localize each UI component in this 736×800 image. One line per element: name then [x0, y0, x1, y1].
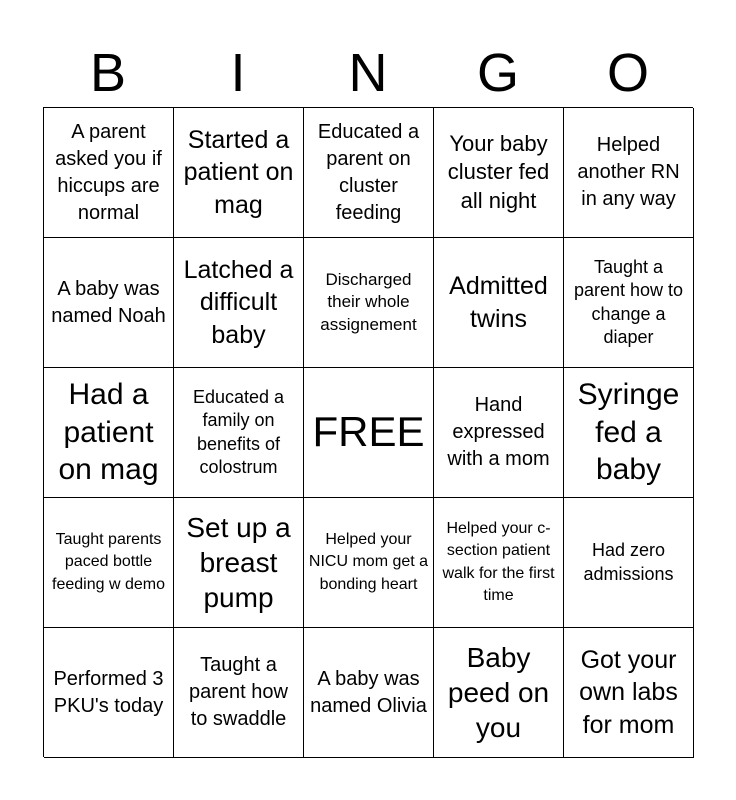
bingo-cell-3-4[interactable]: Hand expressed with a mom: [434, 368, 564, 498]
bingo-cell-5-5[interactable]: Got your own labs for mom: [564, 628, 694, 758]
header-letter-g: G: [476, 43, 519, 103]
bingo-cell-4-5[interactable]: Had zero admissions: [564, 498, 694, 628]
header-letter-o: O: [606, 43, 649, 103]
bingo-cell-1-3[interactable]: Educated a parent on cluster feeding: [304, 108, 434, 238]
bingo-cell-2-4[interactable]: Admitted twins: [434, 238, 564, 368]
bingo-cell-2-1[interactable]: A baby was named Noah: [44, 238, 174, 368]
bingo-cell-4-2[interactable]: Set up a breast pump: [174, 498, 304, 628]
bingo-header: [43, 38, 693, 108]
bingo-cell-1-1[interactable]: A parent asked you if hiccups are normal: [44, 108, 174, 238]
bingo-cell-1-4[interactable]: Your baby cluster fed all night: [434, 108, 564, 238]
bingo-cell-4-3[interactable]: Helped your NICU mom get a bonding heart: [304, 498, 434, 628]
header-letter-n: N: [348, 43, 388, 103]
bingo-cell-5-2[interactable]: Taught a parent how to swaddle: [174, 628, 304, 758]
bingo-cell-1-5[interactable]: Helped another RN in any way: [564, 108, 694, 238]
bingo-cell-4-4[interactable]: Helped your c-section patient walk for the first time: [434, 498, 564, 628]
bingo-cell-5-4[interactable]: Baby peed on you: [434, 628, 564, 758]
bingo-cell-4-1[interactable]: Taught parents paced bottle feeding w demo: [44, 498, 174, 628]
header-letter-b: B: [89, 43, 127, 103]
bingo-cell-3-1[interactable]: Had a patient on mag: [44, 368, 174, 498]
bingo-cell-2-2[interactable]: Latched a difficult baby: [174, 238, 304, 368]
bingo-cell-1-2[interactable]: Started a patient on mag: [174, 108, 304, 238]
bingo-cell-3-2[interactable]: Educated a family on benefits of colostrum: [174, 368, 304, 498]
bingo-cell-2-5[interactable]: Taught a parent how to change a diaper: [564, 238, 694, 368]
bingo-cell-3-5[interactable]: Syringe fed a baby: [564, 368, 694, 498]
bingo-cell-5-3[interactable]: A baby was named Olivia: [304, 628, 434, 758]
bingo-cell-5-1[interactable]: Performed 3 PKU's today: [44, 628, 174, 758]
bingo-free-space[interactable]: FREE: [304, 368, 434, 498]
header-letter-i: I: [230, 43, 246, 103]
bingo-cell-2-3[interactable]: Discharged their whole assignement: [304, 238, 434, 368]
bingo-board: [43, 107, 693, 757]
